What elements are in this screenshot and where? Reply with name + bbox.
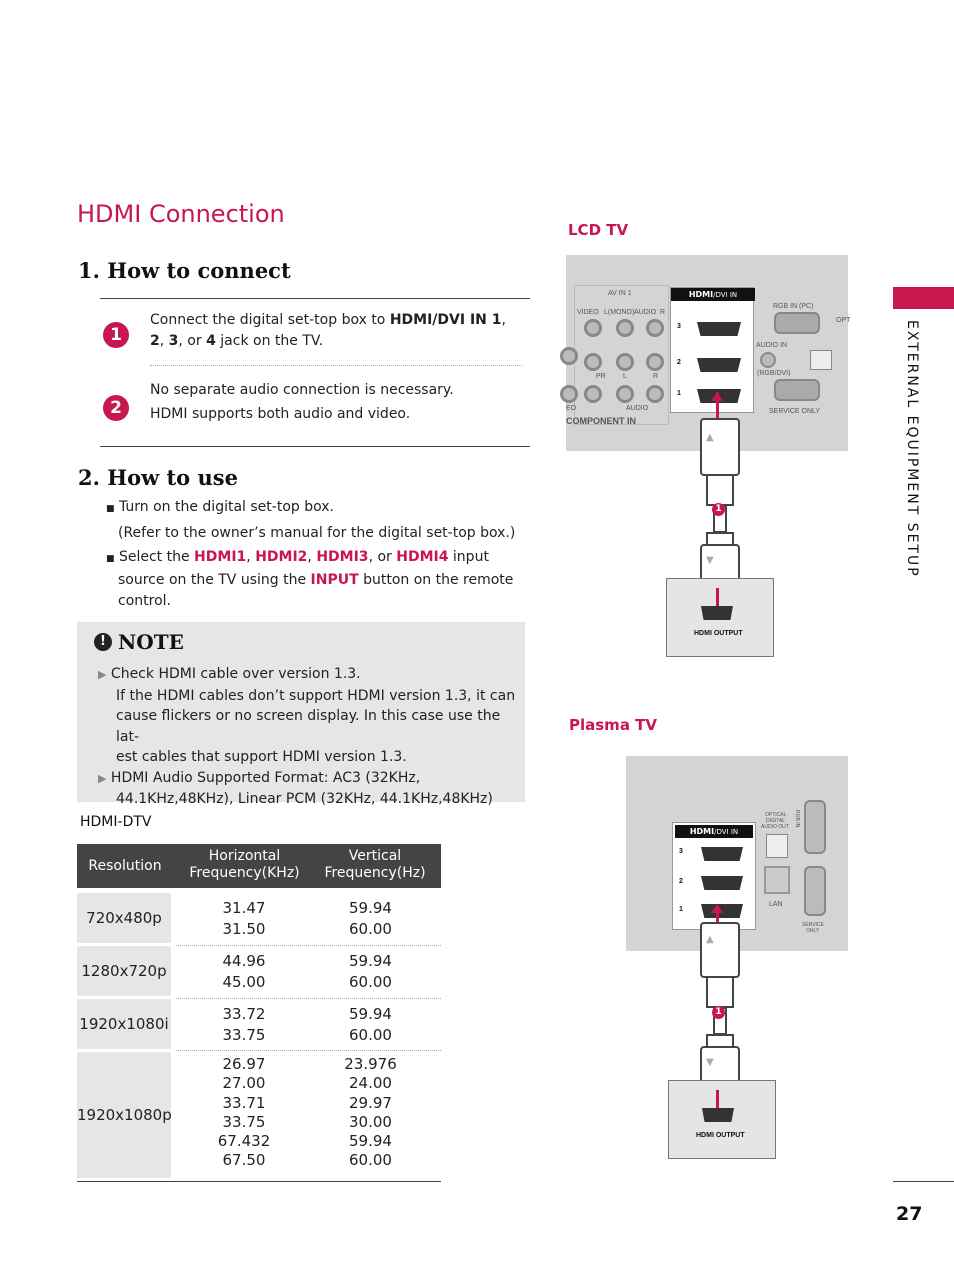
v-freq-cell: 59.94 60.00 xyxy=(349,1005,392,1044)
hdmi-port-3 xyxy=(697,322,741,336)
side-label: EXTERNAL EQUIPMENT SETUP xyxy=(904,320,920,578)
eo-label: EO xyxy=(566,405,577,412)
audio-out-label: AUDIO OUT xyxy=(761,824,789,830)
note-label: NOTE xyxy=(118,630,184,654)
av-in-label: AV IN 1 xyxy=(608,290,632,297)
hdmi-block xyxy=(672,822,756,930)
row-divider xyxy=(176,998,441,999)
how-to-connect-heading: 1. How to connect xyxy=(78,258,291,283)
video-jack xyxy=(584,319,602,337)
service-only-label: SERVICE ONLY xyxy=(769,408,821,415)
section-tab xyxy=(893,287,954,309)
rgb-port xyxy=(774,312,820,334)
resolution-cell: 1920x1080p xyxy=(77,1106,172,1124)
how-to-use-list: ■ Turn on the digital set-top box. (Refer to the owner’s manual for the digital set-top box.) ■ Select the HDMI1, HDMI2, HDMI3, or HDMI4 input source on the TV using the INPUT button on the remote control. xyxy=(106,499,516,609)
hdmi-port-2 xyxy=(701,876,743,890)
hdmi-output-port xyxy=(702,1108,734,1122)
table-caption: HDMI-DTV xyxy=(80,814,152,830)
component-jack xyxy=(584,385,602,403)
hdmi-output-label: HDMI OUTPUT xyxy=(694,630,743,637)
arrow-down xyxy=(716,1090,719,1110)
table-bottom-rule xyxy=(77,1181,441,1182)
note-text: ▶ Check HDMI cable over version 1.3. If the HDMI cables don’t support HDMI version 1.3, it can cause flickers or no screen display. In this case use the lat- est cables that support HDMI version 1.3. ▶ HDMI Audio Supported Format: AC3 (32KHz, 44.1KHz,48KHz), Linear PCM (32KHz, 44.1KHz,48KHz) xyxy=(98,666,516,807)
h-freq-cell: 26.97 27.00 33.71 33.75 67.432 67.50 xyxy=(217,1055,271,1170)
h-freq-cell: 33.72 33.75 xyxy=(222,1005,266,1044)
rgb-in-label: RGB IN (PC) xyxy=(773,303,814,310)
component-jack xyxy=(584,353,602,371)
mono-label: L(MONO) xyxy=(604,309,635,316)
footer-rule xyxy=(893,1181,954,1182)
rgb-port xyxy=(804,800,826,854)
port-1-label: 1 xyxy=(677,390,681,397)
header-resolution: Resolution xyxy=(88,858,162,874)
plug-arrow-icon: ▼ xyxy=(706,555,714,566)
plug-arrow-icon: ▲ xyxy=(706,432,714,443)
port-3-label: 3 xyxy=(679,848,683,855)
arrow-down xyxy=(716,588,719,608)
rgb-in-label: RGB IN xyxy=(794,810,800,828)
service-label: SERVICE xyxy=(802,922,824,928)
header-vertical: Vertical Frequency(Hz) xyxy=(324,848,426,881)
video-label: VIDEO xyxy=(577,309,599,316)
hdmi-port-3 xyxy=(701,847,743,861)
note-icon: ! xyxy=(94,633,112,651)
l-label: L xyxy=(623,373,627,380)
row-divider xyxy=(176,1050,441,1051)
r-label: R xyxy=(660,309,666,316)
optical-label: OPTICAL xyxy=(765,812,787,818)
arrow-head xyxy=(711,392,723,401)
v-freq-cell: 59.94 60.00 xyxy=(349,952,392,991)
resolution-cell: 720x480p xyxy=(86,909,162,927)
plasma-tv-label: Plasma TV xyxy=(569,716,658,734)
step-2-text: No separate audio connection is necessary. HDMI supports both audio and video. xyxy=(150,382,454,422)
component-jack xyxy=(616,353,634,371)
v-freq-cell: 23.976 24.00 29.97 30.00 59.94 60.00 xyxy=(344,1055,397,1170)
rs232-port xyxy=(804,866,826,916)
component-jack xyxy=(560,347,578,365)
header-horizontal: Horizontal Frequency(KHz) xyxy=(189,848,300,881)
hdmi-port-2 xyxy=(697,358,741,372)
step-marker: 1 xyxy=(712,1006,725,1019)
port-1-label: 1 xyxy=(679,906,683,913)
step-2-badge: 2 xyxy=(103,395,129,421)
step-marker: 1 xyxy=(712,503,725,516)
how-to-use-heading: 2. How to use xyxy=(78,465,238,490)
audio-label: AUDIO xyxy=(626,405,649,412)
rs232-port xyxy=(774,379,820,401)
hdmi-logo: HDMI/DVI IN xyxy=(671,288,755,301)
step-1-text: Connect the digital set-top box to HDMI/DVI IN 1, 2, 3, or 4 jack on the TV. xyxy=(150,312,506,349)
row-divider xyxy=(176,945,441,946)
rgb-dvi-label: (RGB/DVI) xyxy=(757,370,791,377)
lan-port xyxy=(764,866,790,894)
resolution-cell: 1920x1080i xyxy=(79,1015,169,1033)
optical-port xyxy=(766,834,788,858)
plug-neck xyxy=(706,476,734,506)
port-3-label: 3 xyxy=(677,323,681,330)
hdmi-plug-top xyxy=(700,922,740,978)
audio-r-jack xyxy=(646,319,664,337)
r-label: R xyxy=(653,373,659,380)
optical-port xyxy=(810,350,832,370)
component-jack xyxy=(646,385,664,403)
pr-label: PR xyxy=(596,373,606,380)
component-jack xyxy=(646,353,664,371)
audio-label: AUDIO xyxy=(634,309,657,316)
plug-arrow-icon: ▲ xyxy=(706,934,714,945)
hdmi-output-port xyxy=(701,606,733,620)
divider xyxy=(100,298,530,299)
table-header xyxy=(77,844,441,888)
port-2-label: 2 xyxy=(679,878,683,885)
lan-label: LAN xyxy=(769,901,783,908)
plug-arrow-icon: ▼ xyxy=(706,1057,714,1068)
digital-label: DIGITAL xyxy=(766,818,786,824)
port-2-label: 2 xyxy=(677,359,681,366)
arrow-head xyxy=(711,904,723,913)
h-freq-cell: 44.96 45.00 xyxy=(222,952,266,991)
page-number: 27 xyxy=(896,1203,923,1225)
audio-l-jack xyxy=(616,319,634,337)
only-label: ONLY xyxy=(806,928,820,934)
resolution-cell: 1280x720p xyxy=(81,962,167,980)
lcd-tv-label: LCD TV xyxy=(568,221,629,239)
v-freq-cell: 59.94 60.00 xyxy=(349,899,392,938)
h-freq-cell: 31.47 31.50 xyxy=(222,899,266,938)
hdmi-logo: HDMI/DVI IN xyxy=(675,825,753,838)
hdmi-plug-top xyxy=(700,418,740,476)
component-jack xyxy=(560,385,578,403)
page-title: HDMI Connection xyxy=(77,200,285,228)
step-1-badge: 1 xyxy=(103,322,129,348)
hdmi-output-label: HDMI OUTPUT xyxy=(696,1132,745,1139)
dotted-divider xyxy=(150,365,522,366)
plug-neck xyxy=(706,978,734,1008)
opt-label: OPT xyxy=(836,317,851,324)
divider xyxy=(100,446,530,447)
audio-in-jack xyxy=(760,352,776,368)
audio-in-label: AUDIO IN xyxy=(756,342,788,349)
component-jack xyxy=(616,385,634,403)
component-in-label: COMPONENT IN xyxy=(566,416,637,426)
